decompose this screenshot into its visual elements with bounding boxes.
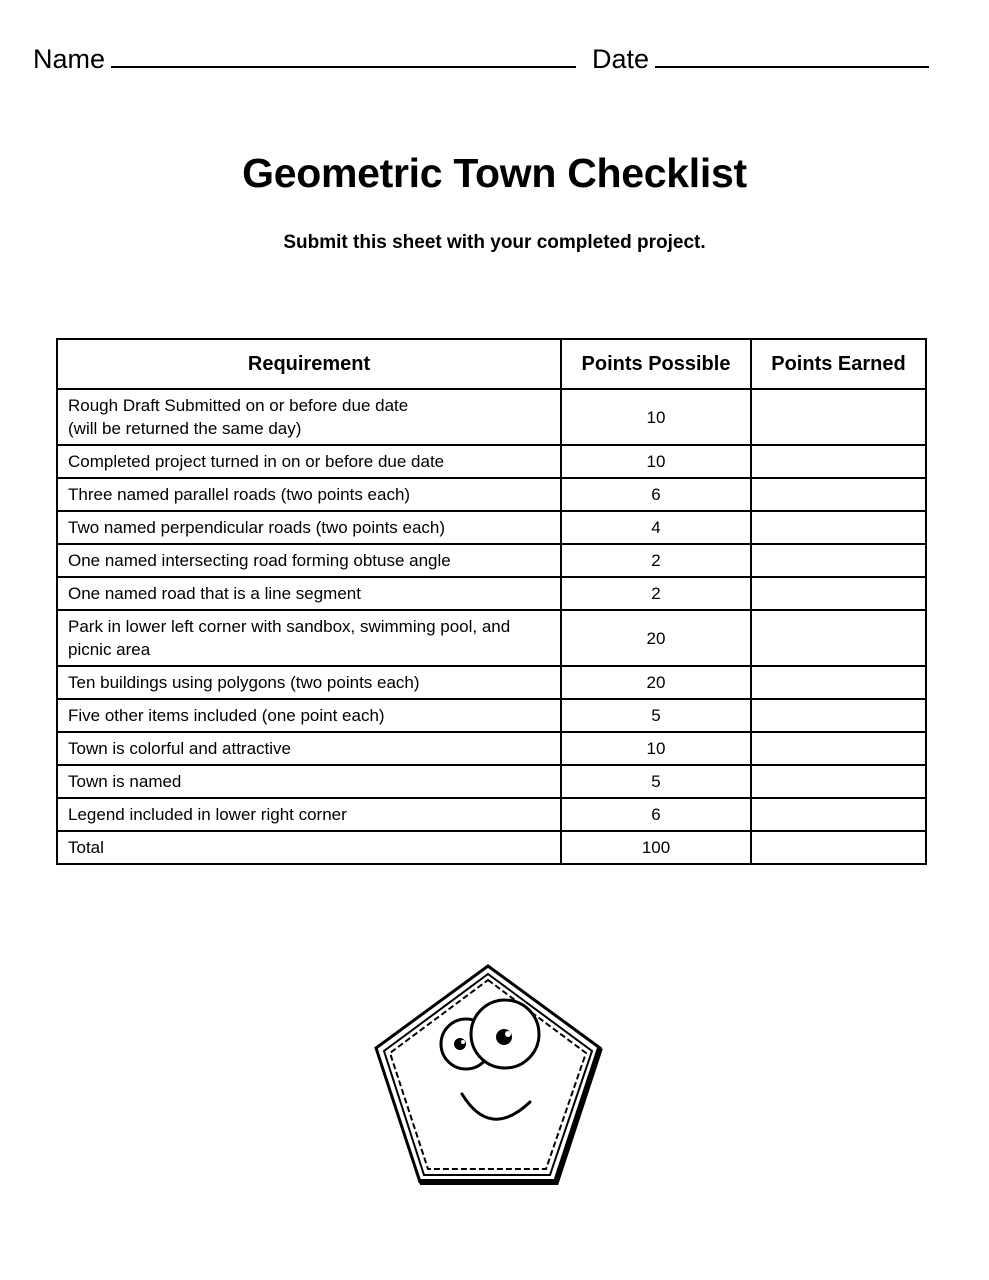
requirement-cell: Ten buildings using polygons (two points each) bbox=[57, 666, 561, 699]
date-blank-line[interactable] bbox=[655, 40, 929, 68]
column-header-points-earned: Points Earned bbox=[751, 339, 926, 389]
points-earned-cell[interactable] bbox=[751, 544, 926, 577]
requirement-cell: Town is named bbox=[57, 765, 561, 798]
points-possible-cell: 2 bbox=[561, 544, 751, 577]
smiling-pentagon-icon bbox=[372, 962, 604, 1188]
name-date-line bbox=[33, 40, 929, 78]
points-earned-cell[interactable] bbox=[751, 666, 926, 699]
requirement-cell: Town is colorful and attractive bbox=[57, 732, 561, 765]
requirement-cell: One named road that is a line segment bbox=[57, 577, 561, 610]
points-possible-cell: 10 bbox=[561, 445, 751, 478]
total-label-cell: Total bbox=[57, 831, 561, 864]
table-row bbox=[57, 478, 926, 511]
table-row bbox=[57, 511, 926, 544]
points-earned-cell[interactable] bbox=[751, 765, 926, 798]
requirement-line: Rough Draft Submitted on or before due date bbox=[68, 396, 409, 415]
requirement-cell: Five other items included (one point each) bbox=[57, 699, 561, 732]
points-possible-cell: 5 bbox=[561, 765, 751, 798]
requirement-cell: Completed project turned in on or before due date bbox=[57, 445, 561, 478]
column-header-requirement: Requirement bbox=[57, 339, 561, 389]
page-subtitle: Submit this sheet with your completed project. bbox=[283, 232, 706, 253]
table-row bbox=[57, 445, 926, 478]
requirement-cell bbox=[57, 389, 561, 445]
table-row bbox=[57, 577, 926, 610]
requirement-cell: One named intersecting road forming obtuse angle bbox=[57, 544, 561, 577]
table-row bbox=[57, 389, 926, 445]
table-row bbox=[57, 544, 926, 577]
table-row bbox=[57, 765, 926, 798]
date-label: Date bbox=[591, 44, 650, 74]
column-header-points-possible: Points Possible bbox=[561, 339, 751, 389]
points-earned-cell[interactable] bbox=[751, 610, 926, 666]
requirement-cell: Legend included in lower right corner bbox=[57, 798, 561, 831]
points-possible-cell: 5 bbox=[561, 699, 751, 732]
points-possible-cell: 4 bbox=[561, 511, 751, 544]
points-earned-cell[interactable] bbox=[751, 577, 926, 610]
points-possible-cell: 10 bbox=[561, 732, 751, 765]
points-possible-cell: 6 bbox=[561, 798, 751, 831]
requirement-cell: Two named perpendicular roads (two points each) bbox=[57, 511, 561, 544]
table-row bbox=[57, 699, 926, 732]
total-points-possible-cell: 100 bbox=[561, 831, 751, 864]
table-row bbox=[57, 798, 926, 831]
points-earned-cell[interactable] bbox=[751, 511, 926, 544]
points-earned-cell[interactable] bbox=[751, 732, 926, 765]
points-possible-cell: 10 bbox=[561, 389, 751, 445]
points-earned-cell[interactable] bbox=[751, 798, 926, 831]
table-header-row bbox=[57, 339, 926, 389]
page-title: Geometric Town Checklist bbox=[242, 150, 747, 196]
total-row bbox=[57, 831, 926, 864]
points-earned-cell[interactable] bbox=[751, 699, 926, 732]
table-row bbox=[57, 666, 926, 699]
points-possible-cell: 20 bbox=[561, 666, 751, 699]
requirement-cell: Park in lower left corner with sandbox, swimming pool, and picnic area bbox=[57, 610, 561, 666]
table-row bbox=[57, 732, 926, 765]
name-label: Name bbox=[33, 44, 106, 74]
points-earned-cell[interactable] bbox=[751, 445, 926, 478]
points-possible-cell: 2 bbox=[561, 577, 751, 610]
points-possible-cell: 6 bbox=[561, 478, 751, 511]
table-row bbox=[57, 610, 926, 666]
name-blank-line[interactable] bbox=[111, 40, 576, 68]
requirement-cell: Three named parallel roads (two points each) bbox=[57, 478, 561, 511]
requirement-line: (will be returned the same day) bbox=[68, 419, 302, 438]
checklist-table bbox=[56, 338, 927, 865]
points-earned-cell[interactable] bbox=[751, 478, 926, 511]
points-possible-cell: 20 bbox=[561, 610, 751, 666]
points-earned-cell[interactable] bbox=[751, 389, 926, 445]
total-points-earned-cell[interactable] bbox=[751, 831, 926, 864]
